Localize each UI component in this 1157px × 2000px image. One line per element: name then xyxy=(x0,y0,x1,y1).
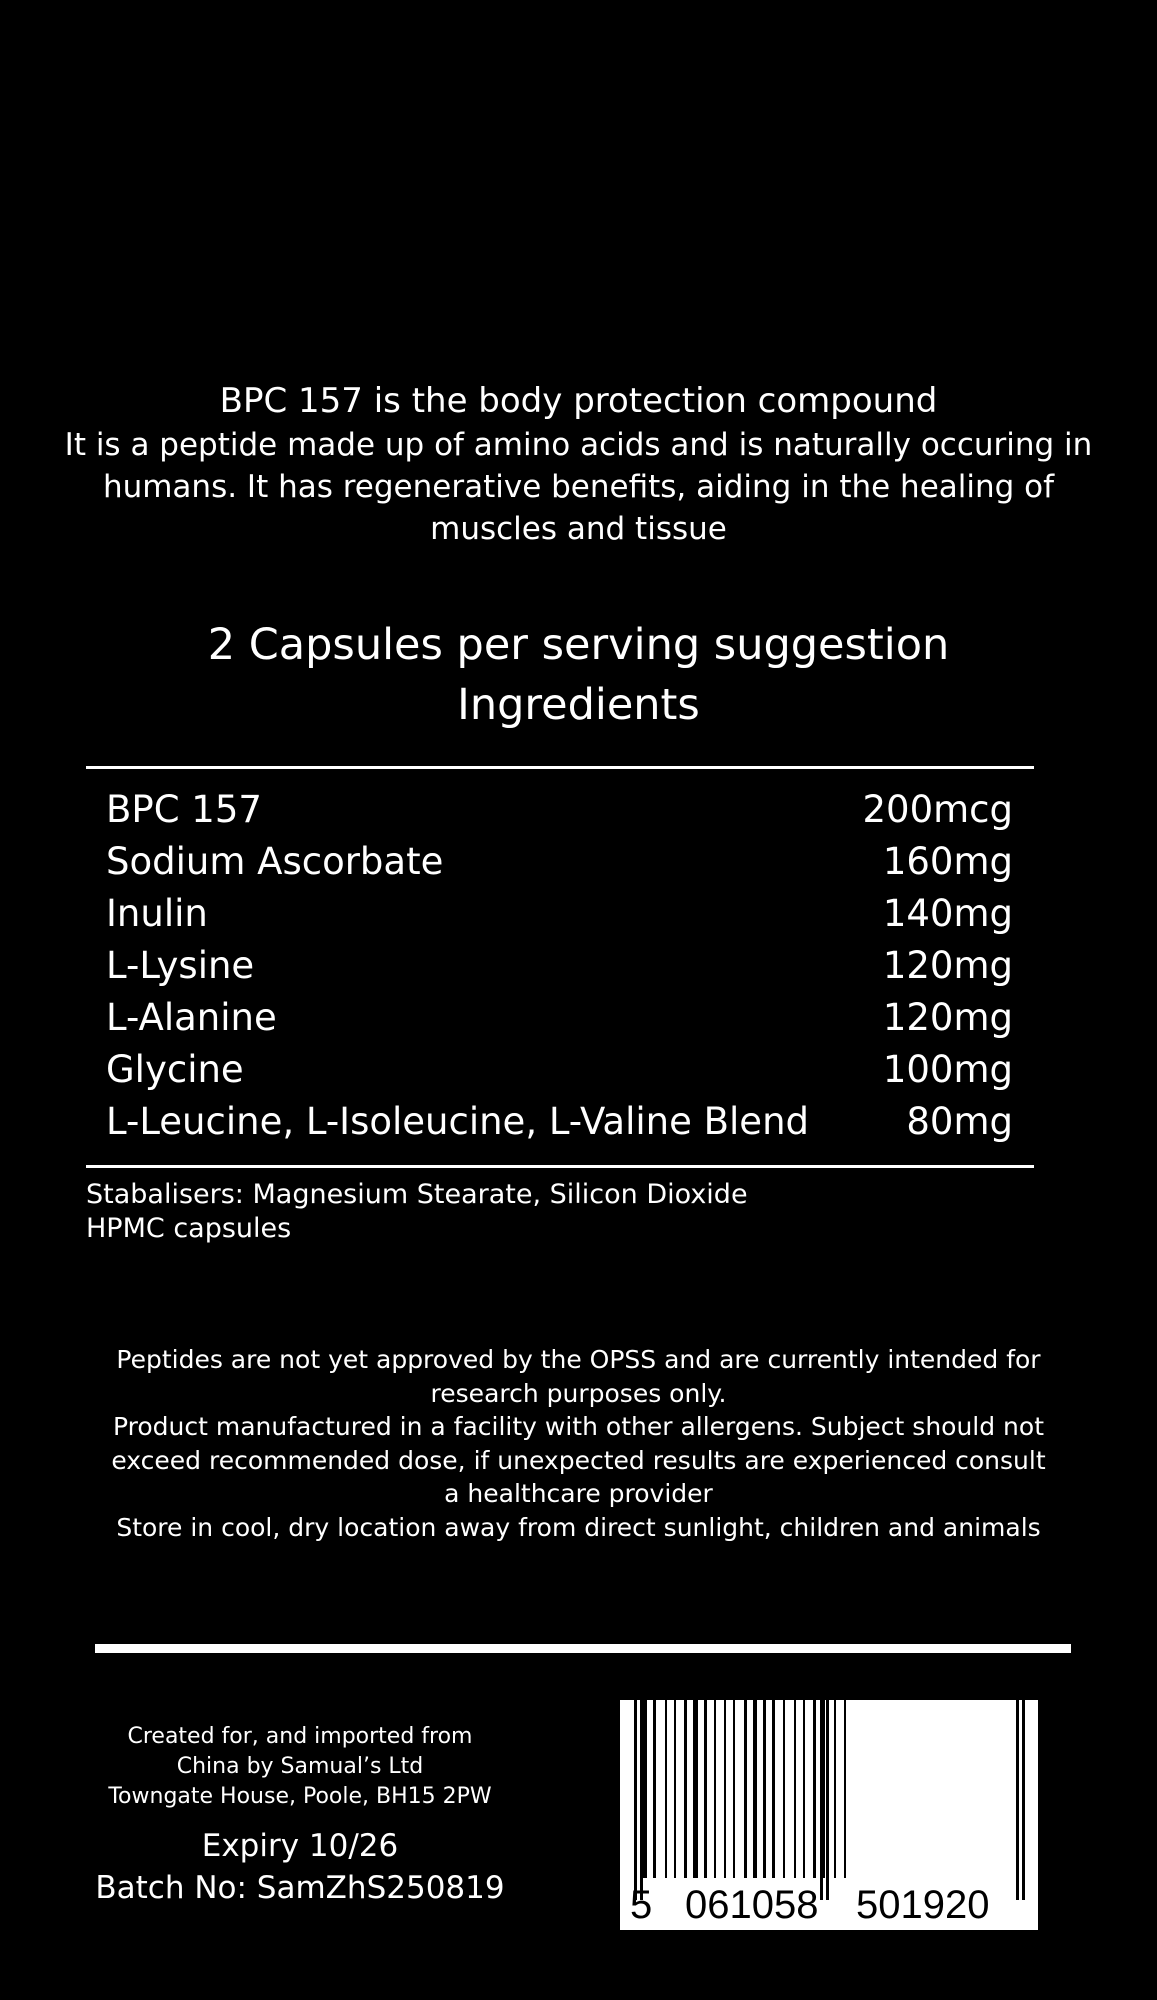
barcode-bar xyxy=(733,1700,735,1878)
barcode-bar xyxy=(704,1700,707,1878)
product-description xyxy=(40,378,1117,550)
disclaimer xyxy=(100,1343,1057,1544)
barcode-bar xyxy=(724,1700,726,1878)
barcode-guard-bar xyxy=(820,1700,823,1900)
barcode-bars xyxy=(634,1700,1025,1900)
barcode-bar xyxy=(643,1700,647,1878)
ingredient-amount: 80mg xyxy=(906,1100,1013,1143)
ingredients-title: Ingredients xyxy=(457,680,700,730)
description-body: It is a peptide made up of amino acids and is naturally occuring in humans. It has regenerative benefits, aiding in the healing of muscles and tissue xyxy=(64,427,1093,547)
barcode-guard-bar xyxy=(1016,1700,1019,1900)
barcode-left-digits: 061058 xyxy=(685,1883,819,1927)
barcode-bar xyxy=(794,1700,796,1878)
barcode-guard-bar xyxy=(640,1700,643,1900)
importer-address: Towngate House, Poole, BH15 2PW xyxy=(108,1784,492,1809)
barcode-bar xyxy=(834,1700,836,1878)
barcode-guard-bar xyxy=(1022,1700,1025,1900)
barcode-bar xyxy=(813,1700,816,1878)
ingredient-name: L-Lysine xyxy=(106,944,255,987)
ingredient-amount: 160mg xyxy=(882,840,1013,883)
description-headline: BPC 157 is the body protection compound xyxy=(219,381,938,421)
stabilisers-line: Stabalisers: Magnesium Stearate, Silicon Dioxide xyxy=(86,1179,748,1210)
barcode-bar xyxy=(653,1700,656,1878)
barcode-bar xyxy=(674,1700,676,1878)
footer-divider xyxy=(95,1644,1071,1653)
ingredient-row xyxy=(106,940,1013,992)
batch-number: Batch No: SamZhS250819 xyxy=(95,1870,505,1906)
capsules-line: HPMC capsules xyxy=(86,1213,292,1244)
ingredient-row xyxy=(106,888,1013,940)
barcode-bar xyxy=(753,1700,757,1878)
barcode-guard-bar xyxy=(826,1700,829,1900)
barcode-bar xyxy=(803,1700,805,1878)
ingredient-name: Sodium Ascorbate xyxy=(106,840,444,883)
ingredients-top-divider xyxy=(86,766,1034,769)
ingredient-name: BPC 157 xyxy=(106,788,262,831)
barcode-guard-bar xyxy=(634,1700,637,1900)
barcode-bar xyxy=(844,1700,846,1878)
ingredient-name: L-Leucine, L-Isoleucine, L-Valine Blend xyxy=(106,1100,809,1143)
allergen-notice: Product manufactured in a facility with other allergens. Subject should not exceed recommended dose, if unexpected results are experienced consult a healthcare provider xyxy=(111,1412,1046,1508)
ingredient-row xyxy=(106,1096,1013,1148)
barcode-bar xyxy=(693,1700,698,1878)
opss-notice: Peptides are not yet approved by the OPSS and are currently intended for research purposes only. xyxy=(116,1345,1041,1408)
batch-info xyxy=(80,1825,520,1909)
barcode xyxy=(620,1700,1038,1930)
barcode-graphic xyxy=(620,1700,1038,1930)
barcode-lead-digit: 5 xyxy=(630,1883,653,1927)
barcode-bar xyxy=(783,1700,785,1878)
serving-suggestion: 2 Capsules per serving suggestion xyxy=(207,620,950,670)
ingredient-name: Glycine xyxy=(106,1048,244,1091)
barcode-bar xyxy=(714,1700,716,1878)
stabilisers-note xyxy=(86,1178,748,1246)
ingredient-row xyxy=(106,1044,1013,1096)
storage-notice: Store in cool, dry location away from direct sunlight, children and animals xyxy=(116,1512,1041,1542)
importer-line: Created for, and imported from xyxy=(127,1724,473,1749)
barcode-right-digits: 501920 xyxy=(856,1883,990,1927)
importer-company: China by Samual’s Ltd xyxy=(176,1754,424,1779)
ingredients-bottom-divider xyxy=(86,1165,1034,1168)
ingredients-table xyxy=(106,784,1013,1148)
serving-heading xyxy=(0,615,1157,735)
barcode-bar xyxy=(772,1700,775,1878)
ingredient-amount: 120mg xyxy=(882,944,1013,987)
ingredient-name: Inulin xyxy=(106,892,208,935)
barcode-bar xyxy=(763,1700,766,1878)
ingredient-row xyxy=(106,992,1013,1044)
ingredient-amount: 200mcg xyxy=(862,788,1013,831)
barcode-bar xyxy=(684,1700,687,1878)
importer-info xyxy=(100,1722,500,1812)
barcode-bar xyxy=(744,1700,747,1878)
ingredient-amount: 120mg xyxy=(882,996,1013,1039)
ingredient-row xyxy=(106,784,1013,836)
ingredient-row xyxy=(106,836,1013,888)
ingredient-amount: 100mg xyxy=(882,1048,1013,1091)
expiry-date: Expiry 10/26 xyxy=(201,1828,399,1864)
ingredient-amount: 140mg xyxy=(882,892,1013,935)
barcode-bar xyxy=(665,1700,667,1878)
ingredient-name: L-Alanine xyxy=(106,996,277,1039)
